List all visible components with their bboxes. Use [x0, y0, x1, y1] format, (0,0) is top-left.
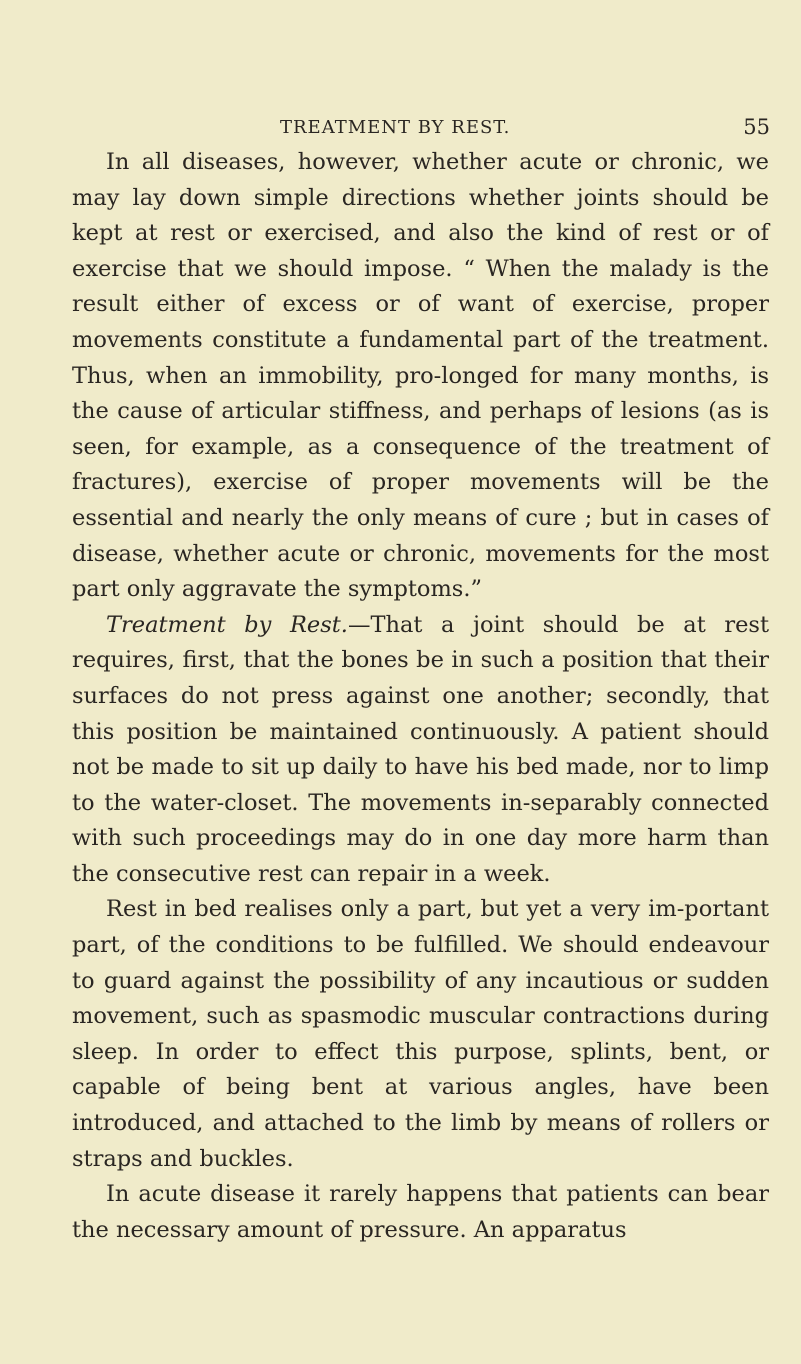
- section-run-in-heading: Treatment by Rest.: [106, 611, 348, 638]
- paragraph-acute-disease: [72, 1177, 769, 1248]
- paragraph-rest-in-bed: [72, 892, 769, 1177]
- body-text: [72, 145, 769, 1248]
- paragraph-diseases: [72, 145, 769, 608]
- paragraph-text: —That a joint should be at rest requires, first, that the bones be in such a position that their surfaces do not press against one another; secondly, that this position be maintained continuously. A patient should not be made to sit up daily to have his bed made, nor to limp to the water-closet. The movements in-separably connected with such proceedings may do in one day more harm than the consecutive rest can repair in a week.: [72, 611, 769, 887]
- running-title: TREATMENT BY REST.: [280, 117, 511, 138]
- paragraph-text: In acute disease it rarely happens that patients can bear the necessary amount of pressure. An apparatus: [72, 1181, 769, 1243]
- paragraph-treatment-by-rest: [72, 608, 769, 893]
- page-number: 55: [743, 115, 770, 139]
- paragraph-text: In all diseases, however, whether acute or chronic, we may lay down simple directions whether joints should be kept at rest or exercised, and also the kind of rest or of exercise that we should impose. “ When the malady is the result either of excess or of want of exercise, proper movements constitute a fundamental part of the treatment. Thus, when an immobility, pro-longed for many months, is the cause of articular stiffness, and perhaps of lesions (as is seen, for example, as a consequence of the treatment of fractures), exercise of proper movements will be the essential and nearly the only means of cure ; but in cases of disease, whether acute or chronic, movements for the most part only aggravate the symptoms.”: [72, 149, 769, 603]
- paragraph-text: Rest in bed realises only a part, but yet a very im-portant part, of the conditions to be fulfilled. We should endeavour to guard against the possibility of any incautious or sudden movement, such as spasmodic muscular contractions during sleep. In order to effect this purpose, splints, bent, or capable of being bent at various angles, have been introduced, and attached to the limb by means of rollers or straps and buckles.: [72, 896, 769, 1172]
- running-head: [70, 117, 770, 139]
